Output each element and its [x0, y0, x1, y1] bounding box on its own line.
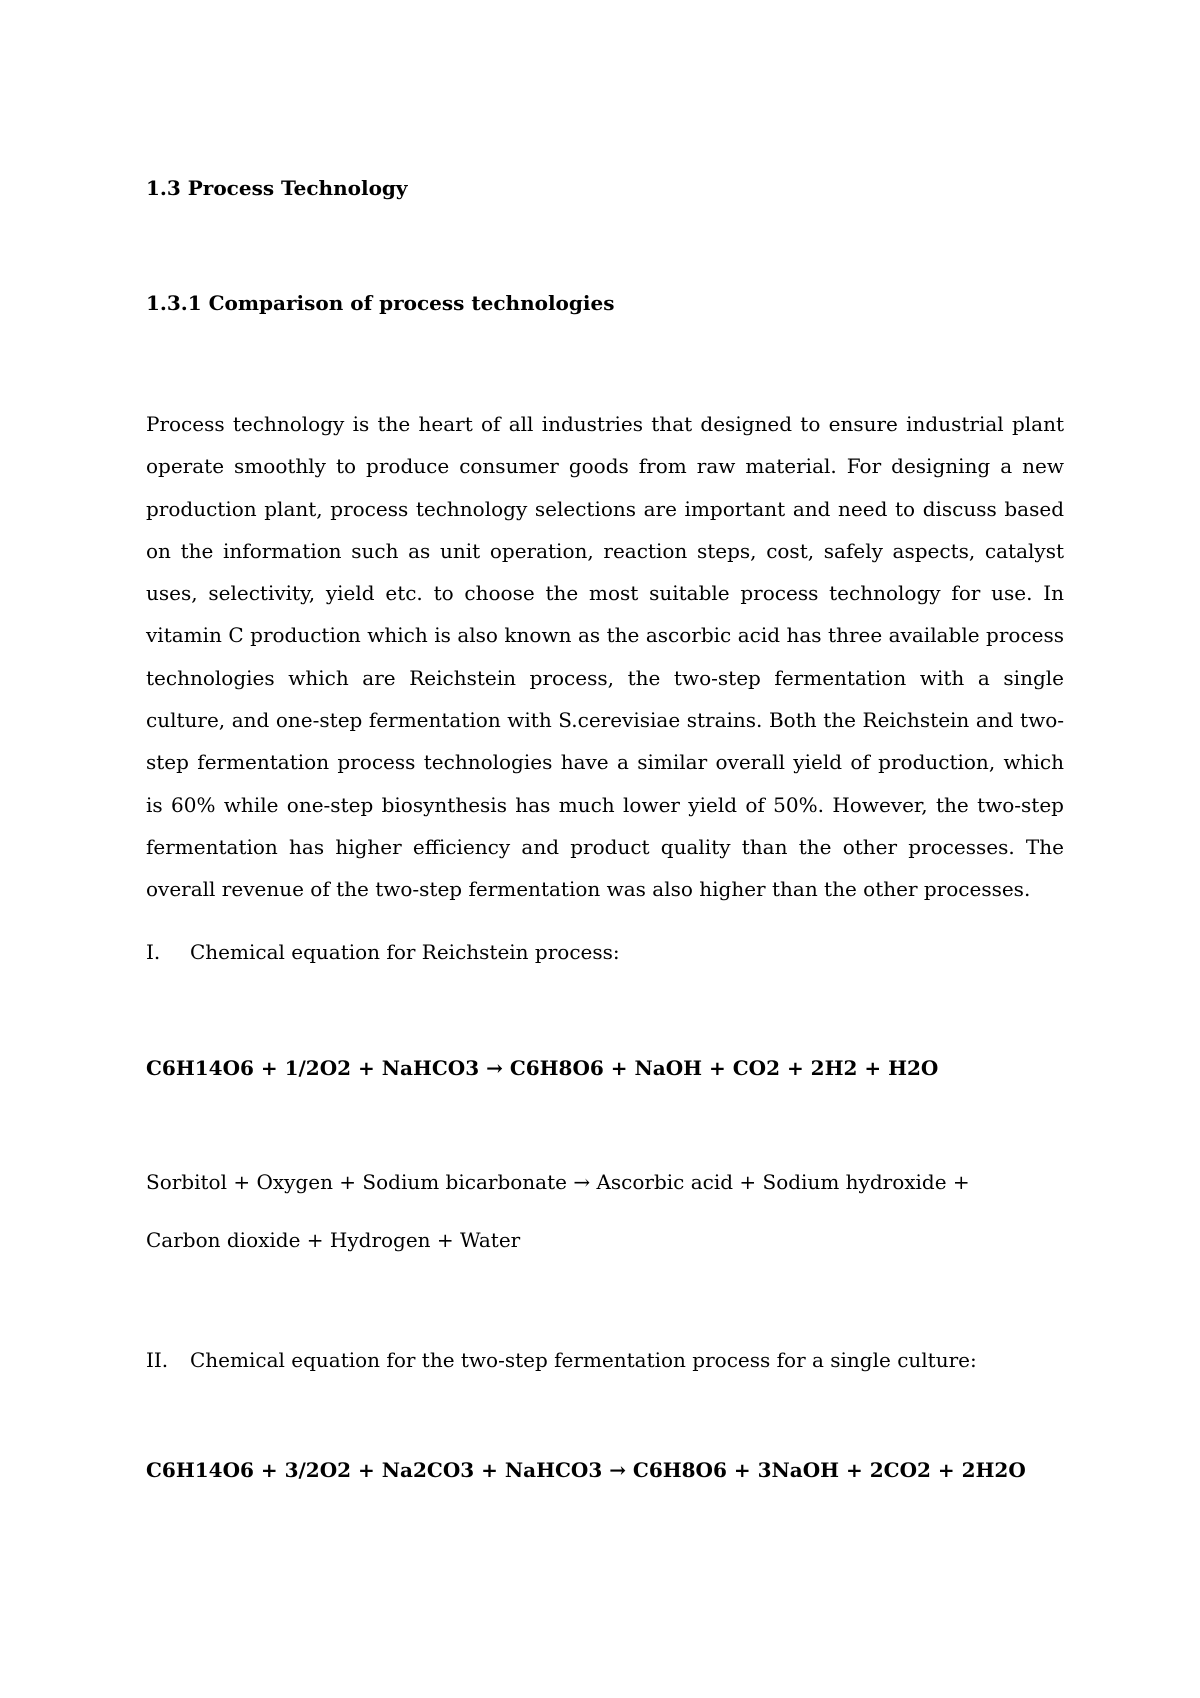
- step-one-title: Chemical equation for Reichstein process:: [190, 940, 620, 964]
- step-one-number: I.: [146, 940, 161, 964]
- reichstein-equation: C6H14O6 + 1/2O2 + NaHCO3 → C6H8O6 + NaOH + CO2 + 2H2 + H2O: [146, 1056, 939, 1080]
- reichstein-word-equation-line-2: Carbon dioxide + Hydrogen + Water: [146, 1228, 521, 1252]
- step-one-heading: [146, 940, 620, 964]
- two-step-fermentation-equation: C6H14O6 + 3/2O2 + Na2CO3 + NaHCO3 → C6H8O6 + 3NaOH + 2CO2 + 2H2O: [146, 1458, 1026, 1482]
- subsection-heading: 1.3.1 Comparison of process technologies: [146, 291, 615, 315]
- reichstein-word-equation-line-1: Sorbitol + Oxygen + Sodium bicarbonate → Ascorbic acid + Sodium hydroxide +: [146, 1170, 970, 1194]
- step-two-number: II.: [146, 1348, 169, 1372]
- step-two-title: Chemical equation for the two-step fermentation process for a single culture:: [190, 1348, 977, 1372]
- section-heading: 1.3 Process Technology: [146, 176, 408, 200]
- body-paragraph: Process technology is the heart of all industries that designed to ensure industrial plant operate smoothly to produce consumer goods from raw material. For designing a new production plant, process technology selections are important and need to discuss based on the information such as unit operation, reaction steps, cost, safely aspects, catalyst uses, selectivity, yield etc. to choose the most suitable process technology for use. In vitamin C production which is also known as the ascorbic acid has three available process technologies which are Reichstein process, the two-step fermentation with a single culture, and one-step fermentation with S.cerevisiae strains. Both the Reichstein and two-step fermentation process technologies have a similar overall yield of production, which is 60% while one-step biosynthesis has much lower yield of 50%. However, the two-step fermentation has higher efficiency and product quality than the other processes. The overall revenue of the two-step fermentation was also higher than the other processes.: [146, 412, 1064, 902]
- step-two-heading: [146, 1348, 977, 1372]
